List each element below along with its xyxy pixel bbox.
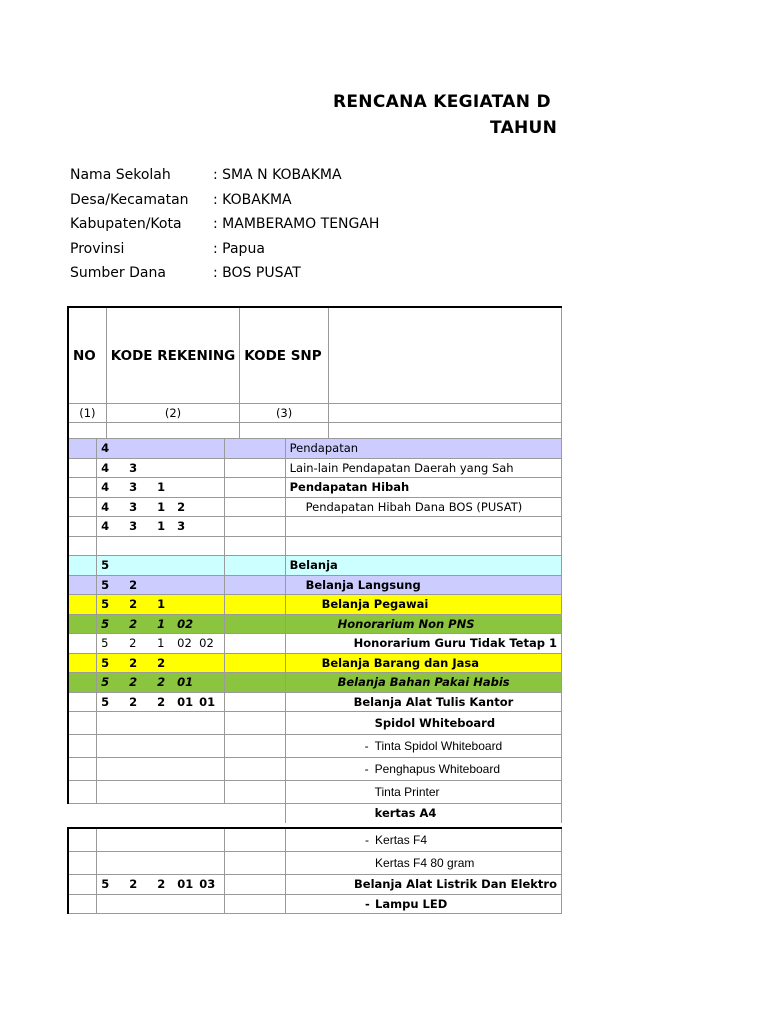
kode-segment: 5 xyxy=(101,675,110,690)
cell-no xyxy=(68,875,97,895)
kode-segment: 2 xyxy=(129,694,138,709)
table-row xyxy=(68,497,562,517)
cell-no xyxy=(68,828,97,852)
uraian-text: Belanja Alat Tulis Kantor xyxy=(353,694,514,709)
cell-kode-rekening xyxy=(97,673,225,693)
cell-no xyxy=(68,852,97,875)
uraian-text: Lain-lain Pendapatan Daerah yang Sah xyxy=(289,460,514,475)
cell-uraian xyxy=(285,735,561,758)
kode-segment: 2 xyxy=(157,877,166,892)
budget-table-continued xyxy=(67,827,562,914)
cell-no xyxy=(68,595,97,615)
uraian-text: Belanja Bahan Pakai Habis xyxy=(337,675,510,690)
kode-segment: 4 xyxy=(101,441,110,456)
kode-segment: 2 xyxy=(129,877,138,892)
uraian-text: Penghapus Whiteboard xyxy=(374,762,501,776)
cell-uraian xyxy=(285,517,561,537)
cell-uraian xyxy=(285,692,561,712)
kode-segment: 02 xyxy=(177,616,194,631)
cell-kode-rekening xyxy=(97,781,225,804)
kode-segment: 4 xyxy=(101,519,110,534)
info-value: : KOBAKMA xyxy=(213,191,292,208)
table-row xyxy=(68,595,562,615)
uraian-text: Belanja Pegawai xyxy=(321,597,429,612)
cell-kode-snp xyxy=(224,634,285,654)
info-label: Sumber Dana xyxy=(70,265,166,281)
info-label: Kabupaten/Kota xyxy=(70,216,182,232)
uraian-text: Honorarium Guru Tidak Tetap 1 xyxy=(353,636,557,651)
cell-no xyxy=(68,653,97,673)
kode-segment: 01 xyxy=(177,877,194,892)
cell-kode-rekening xyxy=(97,804,225,823)
cell-kode-snp xyxy=(224,712,285,735)
cell-kode-rekening xyxy=(97,852,225,875)
school-info xyxy=(70,164,379,287)
cell-no xyxy=(68,634,97,654)
kode-segment: 3 xyxy=(129,480,138,495)
cell-kode-rekening xyxy=(97,614,225,634)
cell-uraian xyxy=(285,556,561,576)
info-value: : SMA N KOBAKMA xyxy=(213,167,342,183)
info-row-school xyxy=(70,164,379,189)
uraian-text: Kertas F4 80 gram xyxy=(375,856,475,870)
cell-uraian xyxy=(285,575,561,595)
kode-segment: 02 xyxy=(199,636,214,651)
cell-kode-rekening xyxy=(97,497,225,517)
colnum-kode-rekening: (2) xyxy=(106,404,239,423)
cell-kode-snp xyxy=(224,692,285,712)
table-row xyxy=(68,634,562,654)
cell-uraian xyxy=(285,781,561,804)
cell-kode-snp xyxy=(224,614,285,634)
cell-no xyxy=(68,673,97,693)
info-row-regency xyxy=(70,213,379,238)
kode-segment: 02 xyxy=(177,636,192,651)
cell-no xyxy=(68,692,97,712)
bullet-dash: - xyxy=(364,739,369,753)
cell-kode-rekening xyxy=(97,556,225,576)
colnum-no: (1) xyxy=(68,404,106,423)
info-row-province xyxy=(70,238,379,263)
cell-uraian xyxy=(285,439,561,459)
kode-segment: 2 xyxy=(129,597,138,612)
cell-kode-snp xyxy=(224,478,285,498)
kode-segment: 1 xyxy=(157,636,165,651)
uraian-text: Kertas F4 xyxy=(375,833,428,847)
kode-segment: 3 xyxy=(177,519,186,534)
table-row xyxy=(68,712,562,735)
cell-kode-snp xyxy=(224,653,285,673)
uraian-text: Belanja xyxy=(289,558,338,573)
cell-no xyxy=(68,478,97,498)
header-no: NO xyxy=(68,307,106,404)
cell-kode-rekening xyxy=(97,828,225,852)
cell-uraian xyxy=(285,653,561,673)
table-row xyxy=(68,894,562,914)
cell-no xyxy=(68,575,97,595)
bullet-dash: - xyxy=(364,762,369,776)
cell-no xyxy=(68,781,97,804)
table-row xyxy=(68,804,562,823)
info-value: : MAMBERAMO TENGAH xyxy=(213,216,380,232)
cell xyxy=(285,536,561,556)
table-row xyxy=(68,517,562,537)
cell-no xyxy=(68,614,97,634)
info-label: Desa/Kecamatan xyxy=(70,191,189,208)
table-row-empty xyxy=(68,536,562,556)
cell-kode-rekening xyxy=(97,478,225,498)
cell-uraian xyxy=(286,852,562,875)
kode-segment: 2 xyxy=(157,655,166,670)
info-value: : Papua xyxy=(213,240,265,257)
cell-no xyxy=(68,894,97,914)
cell-uraian xyxy=(285,458,561,478)
colnum-uraian xyxy=(328,404,561,423)
kode-segment: 5 xyxy=(101,655,110,670)
kode-segment: 01 xyxy=(177,694,194,709)
cell-kode-rekening xyxy=(97,595,225,615)
cell-kode-rekening xyxy=(97,712,225,735)
info-row-fund-source xyxy=(70,262,379,287)
cell-kode-rekening xyxy=(97,458,225,478)
cell-kode-snp xyxy=(224,439,285,459)
info-label: Nama Sekolah xyxy=(70,167,171,183)
cell-kode-rekening xyxy=(97,875,225,895)
info-row-village xyxy=(70,189,379,214)
info-value: : BOS PUSAT xyxy=(213,265,301,281)
table-row xyxy=(68,758,562,781)
cell-uraian xyxy=(285,712,561,735)
cell-no xyxy=(68,497,97,517)
uraian-text: Honorarium Non PNS xyxy=(337,616,475,631)
kode-segment: 5 xyxy=(101,636,109,651)
cell-kode-snp xyxy=(224,758,285,781)
cell-kode-snp xyxy=(224,458,285,478)
colnum-kode-snp: (3) xyxy=(240,404,329,423)
header-kode-rekening: KODE REKENING xyxy=(106,307,239,404)
document-subtitle: TAHUN xyxy=(490,118,558,138)
bullet-dash: - xyxy=(365,896,370,911)
kode-segment: 2 xyxy=(129,616,138,631)
cell-uraian xyxy=(285,478,561,498)
kode-segment: 3 xyxy=(129,460,138,475)
cell-kode-snp xyxy=(224,497,285,517)
cell-no xyxy=(68,517,97,537)
kode-segment: 1 xyxy=(157,597,166,612)
cell-kode-snp xyxy=(224,894,285,914)
uraian-text: Pendapatan Hibah Dana BOS (PUSAT) xyxy=(305,499,523,514)
cell-kode-snp xyxy=(224,575,285,595)
cell-no xyxy=(68,556,97,576)
cell-kode-snp xyxy=(224,804,285,823)
kode-segment: 2 xyxy=(129,636,137,651)
table-row xyxy=(68,852,562,875)
cell-kode-snp xyxy=(224,517,285,537)
cell-kode-rekening xyxy=(97,439,225,459)
cell-uraian xyxy=(285,804,561,823)
uraian-text: Pendapatan Hibah xyxy=(289,480,410,495)
kode-segment: 5 xyxy=(101,877,110,892)
table-row xyxy=(68,781,562,804)
uraian-text: Pendapatan xyxy=(289,441,359,456)
cell xyxy=(97,536,225,556)
info-label: Provinsi xyxy=(70,240,125,257)
cell-uraian xyxy=(286,894,562,914)
table-row xyxy=(68,692,562,712)
budget-table xyxy=(67,306,562,443)
kode-segment: 2 xyxy=(129,655,138,670)
kode-segment: 1 xyxy=(157,480,166,495)
bullet-dash: - xyxy=(365,833,370,847)
table-row xyxy=(68,458,562,478)
cell-no xyxy=(68,804,97,823)
cell-no xyxy=(68,758,97,781)
kode-segment: 01 xyxy=(199,694,216,709)
table-header-row xyxy=(68,307,562,404)
kode-segment: 1 xyxy=(157,519,166,534)
header-kode-snp: KODE SNP xyxy=(240,307,329,404)
kode-segment: 01 xyxy=(177,675,194,690)
table-row xyxy=(68,439,562,459)
kode-segment: 4 xyxy=(101,499,110,514)
table-row xyxy=(68,614,562,634)
table-row xyxy=(68,478,562,498)
kode-segment: 4 xyxy=(101,480,110,495)
table-row xyxy=(68,556,562,576)
kode-segment: 5 xyxy=(101,616,110,631)
kode-segment: 2 xyxy=(157,675,166,690)
table-row xyxy=(68,653,562,673)
kode-segment: 5 xyxy=(101,558,110,573)
cell-uraian xyxy=(285,614,561,634)
table-row xyxy=(68,575,562,595)
cell-uraian xyxy=(285,673,561,693)
cell-kode-snp xyxy=(224,595,285,615)
kode-segment: 3 xyxy=(129,499,138,514)
cell-kode-rekening xyxy=(97,653,225,673)
kode-segment: 1 xyxy=(157,616,166,631)
cell-no xyxy=(68,712,97,735)
cell-kode-snp xyxy=(224,852,285,875)
kode-segment: 5 xyxy=(101,694,110,709)
uraian-text: Tinta Spidol Whiteboard xyxy=(374,739,503,753)
cell-no xyxy=(68,735,97,758)
cell-kode-rekening xyxy=(97,634,225,654)
table-row xyxy=(68,828,562,852)
kode-segment: 2 xyxy=(129,675,138,690)
cell-no xyxy=(68,458,97,478)
uraian-text: Belanja Langsung xyxy=(305,577,421,592)
table-row xyxy=(68,875,562,895)
uraian-text: Lampu LED xyxy=(375,896,448,911)
cell-kode-snp xyxy=(224,875,285,895)
kode-segment: 1 xyxy=(157,499,166,514)
header-uraian xyxy=(328,307,561,404)
cell-kode-snp xyxy=(224,781,285,804)
kode-segment: 2 xyxy=(129,577,138,592)
cell-uraian xyxy=(286,875,562,895)
uraian-text: Belanja Barang dan Jasa xyxy=(321,655,479,670)
cell-kode-rekening xyxy=(97,735,225,758)
uraian-text: Spidol Whiteboard xyxy=(374,716,496,730)
kode-segment: 4 xyxy=(101,460,110,475)
cell-uraian xyxy=(285,595,561,615)
kode-segment: 5 xyxy=(101,597,110,612)
uraian-text: kertas A4 xyxy=(374,806,437,821)
cell-kode-snp xyxy=(224,673,285,693)
cell-no xyxy=(68,439,97,459)
cell-uraian xyxy=(285,634,561,654)
cell-kode-rekening xyxy=(97,894,225,914)
cell-kode-snp xyxy=(224,735,285,758)
cell-kode-rekening xyxy=(97,575,225,595)
cell-uraian xyxy=(285,758,561,781)
kode-segment: 2 xyxy=(157,694,166,709)
column-number-row xyxy=(68,404,562,423)
cell-uraian xyxy=(285,497,561,517)
cell-kode-rekening xyxy=(97,758,225,781)
table-row xyxy=(68,673,562,693)
cell-kode-rekening xyxy=(97,692,225,712)
cell-kode-snp xyxy=(224,556,285,576)
cell-kode-snp xyxy=(224,828,285,852)
kode-segment: 2 xyxy=(177,499,186,514)
uraian-text: Belanja Alat Listrik Dan Elektro xyxy=(354,877,557,892)
kode-segment: 03 xyxy=(199,877,216,892)
cell xyxy=(68,536,97,556)
cell-uraian xyxy=(286,828,562,852)
cell xyxy=(224,536,285,556)
budget-table-body xyxy=(67,438,562,823)
uraian-text: Tinta Printer xyxy=(374,785,440,799)
kode-segment: 5 xyxy=(101,577,110,592)
document-title: RENCANA KEGIATAN D xyxy=(333,92,551,112)
kode-segment: 3 xyxy=(129,519,138,534)
table-row xyxy=(68,735,562,758)
cell-kode-rekening xyxy=(97,517,225,537)
